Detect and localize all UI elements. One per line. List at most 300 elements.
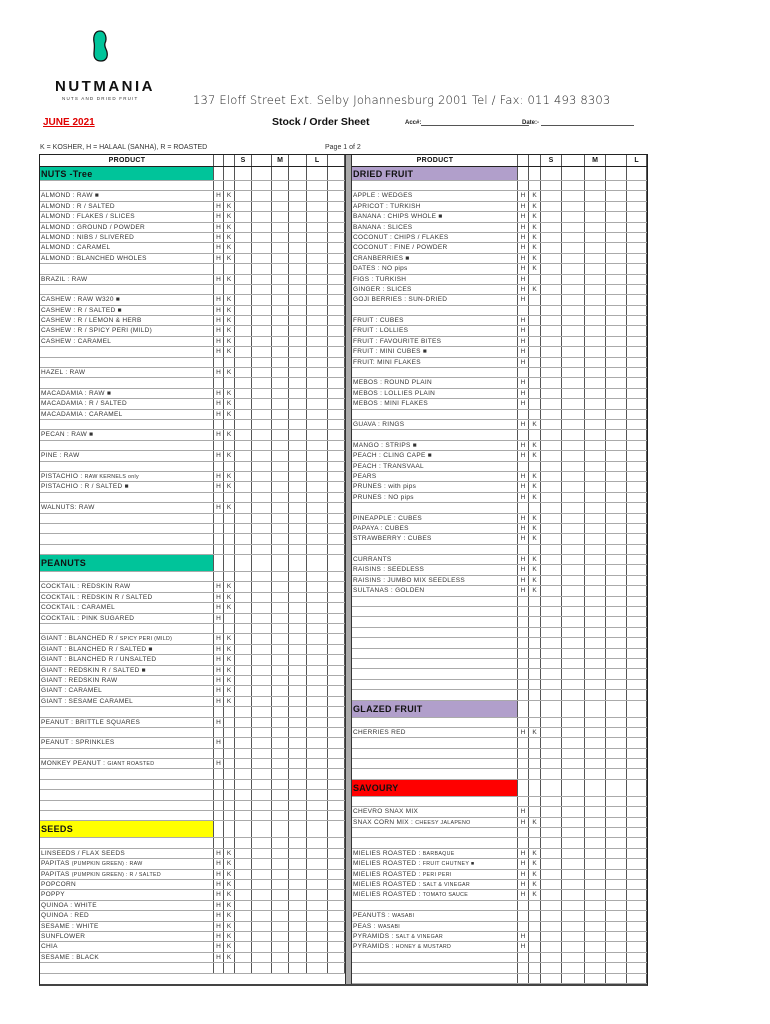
quantity-cell[interactable]	[307, 420, 328, 429]
quantity-cell[interactable]	[606, 524, 627, 533]
quantity-cell[interactable]	[328, 306, 345, 315]
quantity-cell[interactable]	[289, 963, 307, 972]
quantity-cell[interactable]	[562, 859, 585, 868]
quantity-cell[interactable]	[235, 932, 252, 941]
quantity-cell[interactable]	[272, 821, 289, 837]
quantity-cell[interactable]	[562, 264, 585, 273]
quantity-cell[interactable]	[272, 686, 289, 695]
quantity-cell[interactable]	[606, 430, 627, 439]
quantity-cell[interactable]	[606, 264, 627, 273]
quantity-cell[interactable]	[307, 264, 328, 273]
quantity-cell[interactable]	[235, 316, 252, 325]
quantity-cell[interactable]	[289, 849, 307, 858]
quantity-cell[interactable]	[585, 514, 606, 523]
quantity-cell[interactable]	[541, 749, 562, 758]
quantity-cell[interactable]	[307, 378, 328, 387]
quantity-cell[interactable]	[252, 472, 272, 481]
quantity-cell[interactable]	[627, 649, 647, 658]
quantity-cell[interactable]	[272, 801, 289, 810]
quantity-cell[interactable]	[627, 410, 647, 419]
quantity-cell[interactable]	[289, 410, 307, 419]
quantity-cell[interactable]	[562, 659, 585, 668]
quantity-cell[interactable]	[307, 306, 328, 315]
quantity-cell[interactable]	[252, 399, 272, 408]
quantity-cell[interactable]	[252, 202, 272, 211]
quantity-cell[interactable]	[562, 482, 585, 491]
quantity-cell[interactable]	[289, 593, 307, 602]
quantity-cell[interactable]	[328, 859, 345, 868]
quantity-cell[interactable]	[235, 572, 252, 581]
quantity-cell[interactable]	[272, 769, 289, 778]
quantity-cell[interactable]	[307, 942, 328, 951]
quantity-cell[interactable]	[235, 441, 252, 450]
quantity-cell[interactable]	[272, 634, 289, 643]
quantity-cell[interactable]	[289, 181, 307, 190]
quantity-cell[interactable]	[606, 597, 627, 606]
quantity-cell[interactable]	[585, 818, 606, 827]
quantity-cell[interactable]	[289, 676, 307, 685]
quantity-cell[interactable]	[562, 233, 585, 242]
quantity-cell[interactable]	[252, 769, 272, 778]
quantity-cell[interactable]	[585, 347, 606, 356]
quantity-cell[interactable]	[562, 181, 585, 190]
quantity-cell[interactable]	[307, 614, 328, 623]
quantity-cell[interactable]	[328, 821, 345, 837]
quantity-cell[interactable]	[585, 202, 606, 211]
quantity-cell[interactable]	[627, 690, 647, 699]
quantity-cell[interactable]	[328, 167, 345, 180]
quantity-cell[interactable]	[235, 890, 252, 899]
quantity-cell[interactable]	[252, 524, 272, 533]
quantity-cell[interactable]	[252, 922, 272, 931]
quantity-cell[interactable]	[252, 838, 272, 847]
quantity-cell[interactable]	[289, 430, 307, 439]
quantity-cell[interactable]	[252, 264, 272, 273]
quantity-cell[interactable]	[252, 890, 272, 899]
quantity-cell[interactable]	[541, 503, 562, 512]
quantity-cell[interactable]	[252, 441, 272, 450]
quantity-cell[interactable]	[562, 347, 585, 356]
account-field[interactable]	[405, 120, 529, 126]
quantity-cell[interactable]	[307, 316, 328, 325]
quantity-cell[interactable]	[307, 707, 328, 716]
quantity-cell[interactable]	[328, 378, 345, 387]
quantity-cell[interactable]	[541, 441, 562, 450]
quantity-cell[interactable]	[627, 545, 647, 554]
quantity-cell[interactable]	[252, 811, 272, 820]
quantity-cell[interactable]	[627, 524, 647, 533]
quantity-cell[interactable]	[585, 233, 606, 242]
quantity-cell[interactable]	[606, 759, 627, 768]
quantity-cell[interactable]	[627, 389, 647, 398]
quantity-cell[interactable]	[235, 922, 252, 931]
quantity-cell[interactable]	[328, 524, 345, 533]
quantity-cell[interactable]	[585, 870, 606, 879]
quantity-cell[interactable]	[585, 462, 606, 471]
quantity-cell[interactable]	[562, 586, 585, 595]
quantity-cell[interactable]	[606, 586, 627, 595]
quantity-cell[interactable]	[252, 849, 272, 858]
quantity-cell[interactable]	[562, 202, 585, 211]
quantity-cell[interactable]	[235, 953, 252, 962]
quantity-cell[interactable]	[252, 358, 272, 367]
quantity-cell[interactable]	[585, 780, 606, 796]
quantity-cell[interactable]	[289, 191, 307, 200]
quantity-cell[interactable]	[627, 780, 647, 796]
quantity-cell[interactable]	[541, 911, 562, 920]
quantity-cell[interactable]	[585, 378, 606, 387]
quantity-cell[interactable]	[541, 181, 562, 190]
quantity-cell[interactable]	[585, 545, 606, 554]
quantity-cell[interactable]	[562, 514, 585, 523]
quantity-cell[interactable]	[541, 482, 562, 491]
quantity-cell[interactable]	[541, 942, 562, 951]
quantity-cell[interactable]	[289, 707, 307, 716]
quantity-cell[interactable]	[585, 223, 606, 232]
quantity-cell[interactable]	[585, 901, 606, 910]
quantity-cell[interactable]	[585, 295, 606, 304]
quantity-cell[interactable]	[606, 545, 627, 554]
quantity-cell[interactable]	[585, 890, 606, 899]
quantity-cell[interactable]	[562, 838, 585, 847]
quantity-cell[interactable]	[252, 326, 272, 335]
quantity-cell[interactable]	[307, 838, 328, 847]
quantity-cell[interactable]	[272, 482, 289, 491]
quantity-cell[interactable]	[541, 963, 562, 972]
quantity-cell[interactable]	[289, 264, 307, 273]
quantity-cell[interactable]	[272, 430, 289, 439]
quantity-cell[interactable]	[272, 264, 289, 273]
quantity-cell[interactable]	[328, 472, 345, 481]
quantity-cell[interactable]	[272, 347, 289, 356]
quantity-cell[interactable]	[328, 264, 345, 273]
quantity-cell[interactable]	[328, 870, 345, 879]
quantity-cell[interactable]	[541, 576, 562, 585]
quantity-cell[interactable]	[627, 797, 647, 806]
quantity-cell[interactable]	[562, 275, 585, 284]
quantity-cell[interactable]	[328, 275, 345, 284]
quantity-cell[interactable]	[307, 223, 328, 232]
quantity-cell[interactable]	[272, 316, 289, 325]
quantity-cell[interactable]	[272, 645, 289, 654]
quantity-cell[interactable]	[289, 482, 307, 491]
quantity-cell[interactable]	[272, 243, 289, 252]
quantity-cell[interactable]	[541, 880, 562, 889]
quantity-cell[interactable]	[541, 838, 562, 847]
quantity-cell[interactable]	[289, 870, 307, 879]
quantity-cell[interactable]	[328, 728, 345, 737]
quantity-cell[interactable]	[562, 849, 585, 858]
quantity-cell[interactable]	[307, 749, 328, 758]
quantity-cell[interactable]	[252, 645, 272, 654]
quantity-cell[interactable]	[272, 514, 289, 523]
quantity-cell[interactable]	[307, 534, 328, 543]
quantity-cell[interactable]	[627, 254, 647, 263]
quantity-cell[interactable]	[328, 337, 345, 346]
quantity-cell[interactable]	[252, 534, 272, 543]
quantity-cell[interactable]	[541, 690, 562, 699]
quantity-cell[interactable]	[627, 503, 647, 512]
quantity-cell[interactable]	[289, 462, 307, 471]
quantity-cell[interactable]	[235, 223, 252, 232]
quantity-cell[interactable]	[606, 669, 627, 678]
quantity-cell[interactable]	[307, 503, 328, 512]
quantity-cell[interactable]	[235, 738, 252, 747]
quantity-cell[interactable]	[235, 911, 252, 920]
quantity-cell[interactable]	[562, 399, 585, 408]
quantity-cell[interactable]	[252, 634, 272, 643]
quantity-cell[interactable]	[585, 680, 606, 689]
quantity-cell[interactable]	[272, 410, 289, 419]
quantity-cell[interactable]	[252, 482, 272, 491]
quantity-cell[interactable]	[252, 555, 272, 571]
quantity-cell[interactable]	[562, 780, 585, 796]
quantity-cell[interactable]	[627, 901, 647, 910]
quantity-cell[interactable]	[562, 368, 585, 377]
quantity-cell[interactable]	[606, 849, 627, 858]
quantity-cell[interactable]	[289, 555, 307, 571]
quantity-cell[interactable]	[252, 821, 272, 837]
quantity-cell[interactable]	[606, 316, 627, 325]
quantity-cell[interactable]	[585, 243, 606, 252]
quantity-cell[interactable]	[627, 462, 647, 471]
quantity-cell[interactable]	[307, 167, 328, 180]
quantity-cell[interactable]	[585, 797, 606, 806]
quantity-cell[interactable]	[272, 167, 289, 180]
quantity-cell[interactable]	[235, 545, 252, 554]
quantity-cell[interactable]	[627, 326, 647, 335]
quantity-cell[interactable]	[235, 212, 252, 221]
quantity-cell[interactable]	[541, 167, 562, 180]
quantity-cell[interactable]	[235, 811, 252, 820]
quantity-cell[interactable]	[252, 901, 272, 910]
quantity-cell[interactable]	[541, 514, 562, 523]
quantity-cell[interactable]	[235, 880, 252, 889]
quantity-cell[interactable]	[252, 514, 272, 523]
quantity-cell[interactable]	[272, 555, 289, 571]
quantity-cell[interactable]	[627, 880, 647, 889]
quantity-cell[interactable]	[289, 243, 307, 252]
quantity-cell[interactable]	[585, 749, 606, 758]
quantity-cell[interactable]	[541, 368, 562, 377]
quantity-cell[interactable]	[252, 243, 272, 252]
quantity-cell[interactable]	[328, 749, 345, 758]
quantity-cell[interactable]	[307, 514, 328, 523]
quantity-cell[interactable]	[328, 769, 345, 778]
quantity-cell[interactable]	[606, 769, 627, 778]
quantity-cell[interactable]	[562, 922, 585, 931]
date-field[interactable]	[522, 120, 634, 126]
quantity-cell[interactable]	[289, 759, 307, 768]
quantity-cell[interactable]	[289, 728, 307, 737]
quantity-cell[interactable]	[289, 202, 307, 211]
quantity-cell[interactable]	[307, 555, 328, 571]
quantity-cell[interactable]	[252, 790, 272, 799]
quantity-cell[interactable]	[627, 285, 647, 294]
quantity-cell[interactable]	[307, 911, 328, 920]
quantity-cell[interactable]	[606, 718, 627, 727]
quantity-cell[interactable]	[272, 337, 289, 346]
quantity-cell[interactable]	[585, 503, 606, 512]
quantity-cell[interactable]	[252, 593, 272, 602]
quantity-cell[interactable]	[307, 191, 328, 200]
quantity-cell[interactable]	[562, 295, 585, 304]
quantity-cell[interactable]	[252, 378, 272, 387]
quantity-cell[interactable]	[541, 472, 562, 481]
quantity-cell[interactable]	[252, 780, 272, 789]
quantity-cell[interactable]	[562, 167, 585, 180]
quantity-cell[interactable]	[289, 295, 307, 304]
quantity-cell[interactable]	[627, 859, 647, 868]
quantity-cell[interactable]	[307, 769, 328, 778]
quantity-cell[interactable]	[307, 870, 328, 879]
quantity-cell[interactable]	[606, 275, 627, 284]
quantity-cell[interactable]	[541, 818, 562, 827]
quantity-cell[interactable]	[562, 669, 585, 678]
quantity-cell[interactable]	[272, 738, 289, 747]
quantity-cell[interactable]	[562, 285, 585, 294]
quantity-cell[interactable]	[289, 326, 307, 335]
quantity-cell[interactable]	[562, 545, 585, 554]
quantity-cell[interactable]	[252, 749, 272, 758]
quantity-cell[interactable]	[272, 223, 289, 232]
quantity-cell[interactable]	[585, 628, 606, 637]
quantity-cell[interactable]	[585, 337, 606, 346]
quantity-cell[interactable]	[307, 285, 328, 294]
quantity-cell[interactable]	[541, 597, 562, 606]
quantity-cell[interactable]	[235, 582, 252, 591]
quantity-cell[interactable]	[585, 275, 606, 284]
quantity-cell[interactable]	[252, 410, 272, 419]
quantity-cell[interactable]	[289, 368, 307, 377]
quantity-cell[interactable]	[289, 953, 307, 962]
quantity-cell[interactable]	[627, 181, 647, 190]
quantity-cell[interactable]	[328, 707, 345, 716]
quantity-cell[interactable]	[541, 389, 562, 398]
quantity-cell[interactable]	[627, 316, 647, 325]
quantity-cell[interactable]	[606, 368, 627, 377]
quantity-cell[interactable]	[606, 870, 627, 879]
quantity-cell[interactable]	[307, 337, 328, 346]
quantity-cell[interactable]	[252, 953, 272, 962]
quantity-cell[interactable]	[307, 181, 328, 190]
quantity-cell[interactable]	[562, 243, 585, 252]
quantity-cell[interactable]	[307, 410, 328, 419]
quantity-cell[interactable]	[235, 942, 252, 951]
quantity-cell[interactable]	[252, 942, 272, 951]
quantity-cell[interactable]	[627, 472, 647, 481]
quantity-cell[interactable]	[235, 264, 252, 273]
quantity-cell[interactable]	[606, 493, 627, 502]
quantity-cell[interactable]	[562, 628, 585, 637]
quantity-cell[interactable]	[562, 807, 585, 816]
quantity-cell[interactable]	[289, 911, 307, 920]
quantity-cell[interactable]	[328, 202, 345, 211]
quantity-cell[interactable]	[272, 524, 289, 533]
quantity-cell[interactable]	[606, 690, 627, 699]
quantity-cell[interactable]	[307, 759, 328, 768]
quantity-cell[interactable]	[627, 378, 647, 387]
quantity-cell[interactable]	[252, 389, 272, 398]
quantity-cell[interactable]	[307, 233, 328, 242]
quantity-cell[interactable]	[585, 326, 606, 335]
quantity-cell[interactable]	[585, 482, 606, 491]
quantity-cell[interactable]	[562, 326, 585, 335]
quantity-cell[interactable]	[585, 974, 606, 983]
quantity-cell[interactable]	[307, 780, 328, 789]
quantity-cell[interactable]	[252, 572, 272, 581]
quantity-cell[interactable]	[562, 555, 585, 564]
quantity-cell[interactable]	[328, 697, 345, 706]
quantity-cell[interactable]	[585, 759, 606, 768]
quantity-cell[interactable]	[252, 430, 272, 439]
quantity-cell[interactable]	[289, 634, 307, 643]
quantity-cell[interactable]	[307, 368, 328, 377]
quantity-cell[interactable]	[289, 399, 307, 408]
quantity-cell[interactable]	[541, 607, 562, 616]
quantity-cell[interactable]	[541, 849, 562, 858]
quantity-cell[interactable]	[541, 649, 562, 658]
quantity-cell[interactable]	[562, 870, 585, 879]
quantity-cell[interactable]	[627, 555, 647, 564]
quantity-cell[interactable]	[541, 430, 562, 439]
quantity-cell[interactable]	[606, 617, 627, 626]
quantity-cell[interactable]	[307, 655, 328, 664]
quantity-cell[interactable]	[328, 738, 345, 747]
quantity-cell[interactable]	[272, 326, 289, 335]
quantity-cell[interactable]	[289, 572, 307, 581]
quantity-cell[interactable]	[272, 306, 289, 315]
quantity-cell[interactable]	[562, 410, 585, 419]
quantity-cell[interactable]	[562, 503, 585, 512]
quantity-cell[interactable]	[272, 399, 289, 408]
quantity-cell[interactable]	[289, 167, 307, 180]
quantity-cell[interactable]	[562, 880, 585, 889]
quantity-cell[interactable]	[235, 295, 252, 304]
quantity-cell[interactable]	[541, 223, 562, 232]
quantity-cell[interactable]	[328, 922, 345, 931]
quantity-cell[interactable]	[328, 911, 345, 920]
quantity-cell[interactable]	[289, 358, 307, 367]
quantity-cell[interactable]	[562, 901, 585, 910]
quantity-cell[interactable]	[307, 890, 328, 899]
quantity-cell[interactable]	[272, 849, 289, 858]
quantity-cell[interactable]	[272, 295, 289, 304]
quantity-cell[interactable]	[562, 254, 585, 263]
quantity-cell[interactable]	[541, 493, 562, 502]
quantity-cell[interactable]	[627, 738, 647, 747]
quantity-cell[interactable]	[328, 634, 345, 643]
quantity-cell[interactable]	[328, 603, 345, 612]
quantity-cell[interactable]	[328, 420, 345, 429]
quantity-cell[interactable]	[328, 838, 345, 847]
quantity-cell[interactable]	[235, 389, 252, 398]
quantity-cell[interactable]	[272, 389, 289, 398]
quantity-cell[interactable]	[562, 617, 585, 626]
quantity-cell[interactable]	[289, 316, 307, 325]
quantity-cell[interactable]	[235, 655, 252, 664]
quantity-cell[interactable]	[252, 316, 272, 325]
quantity-cell[interactable]	[328, 493, 345, 502]
quantity-cell[interactable]	[272, 493, 289, 502]
quantity-cell[interactable]	[541, 191, 562, 200]
quantity-cell[interactable]	[585, 690, 606, 699]
quantity-cell[interactable]	[606, 326, 627, 335]
quantity-cell[interactable]	[289, 769, 307, 778]
quantity-cell[interactable]	[627, 191, 647, 200]
quantity-cell[interactable]	[235, 326, 252, 335]
quantity-cell[interactable]	[289, 790, 307, 799]
